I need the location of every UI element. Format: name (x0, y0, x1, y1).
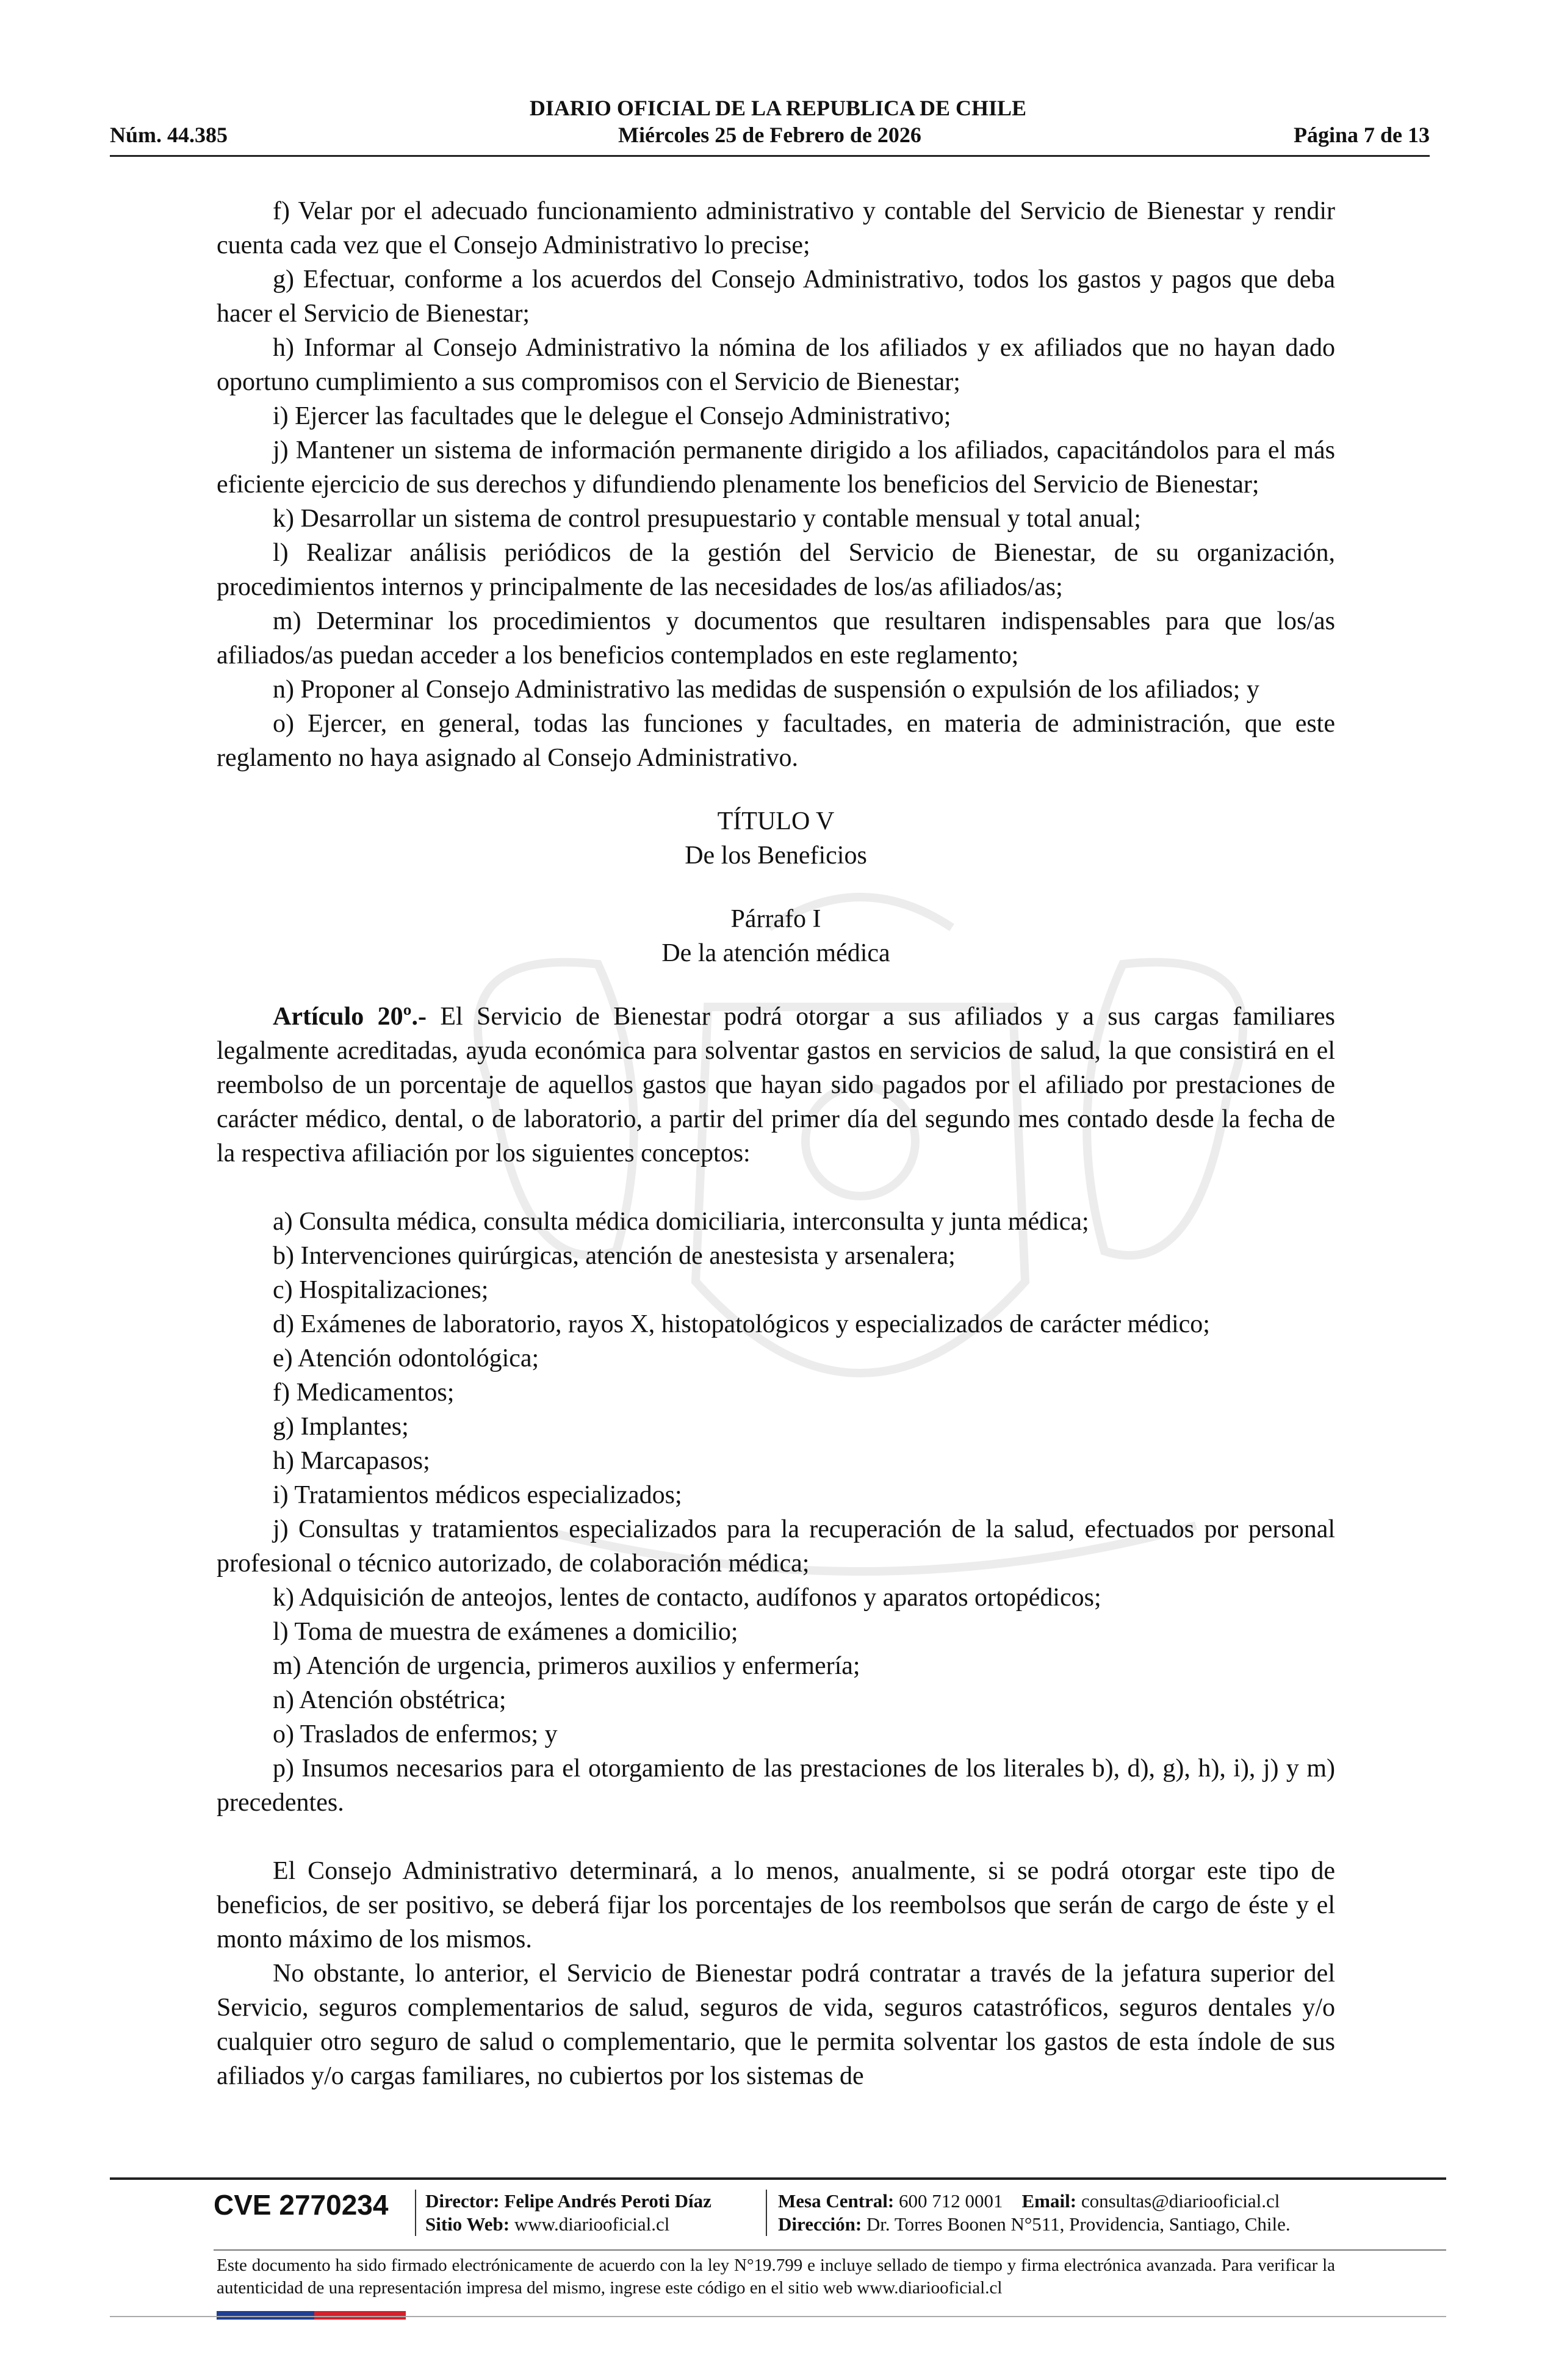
article-label: Artículo 20º.- (273, 1003, 427, 1031)
header-divider (110, 155, 1430, 157)
issue-date: Miércoles 25 de Febrero de 2026 (618, 123, 921, 147)
list-item: d) Exámenes de laboratorio, rayos X, histopatológicos y especializados de carácter médico; (273, 1310, 1210, 1338)
list-item: b) Intervenciones quirúrgicas, atención de anestesista y arsenalera; (273, 1242, 956, 1270)
list-item: i) Tratamientos médicos especializados; (273, 1481, 682, 1509)
issue-number: Núm. 44.385 (110, 123, 228, 147)
paragraph: l) Realizar análisis periódicos de la gestión del Servicio de Bienestar, de su organización, procedimientos internos y principalmente de las necesidades de los/as afiliados/as; (217, 539, 1335, 601)
footer-divider (214, 2249, 1446, 2251)
site-link[interactable]: www.diariooficial.cl (514, 2213, 670, 2235)
mesa-label: Mesa Central: (778, 2190, 895, 2212)
address: Dr. Torres Boonen N°511, Providencia, Santiago, Chile. (866, 2213, 1291, 2235)
list-item: a) Consulta médica, consulta médica domiciliaria, interconsulta y junta médica; (273, 1208, 1089, 1236)
header-row (110, 122, 1430, 150)
list-item: e) Atención odontológica; (273, 1344, 539, 1372)
paragraph: n) Proponer al Consejo Administrativo las medidas de suspensión o expulsión de los afiliados; y (273, 676, 1259, 704)
site-label: Sitio Web: (425, 2213, 510, 2235)
footer-bottom-rule (110, 2316, 1446, 2317)
article-paragraph (217, 1000, 1335, 1170)
gazette-title: DIARIO OFICIAL DE LA REPUBLICA DE CHILE (529, 96, 1027, 120)
section-label: Párrafo I (730, 905, 821, 933)
mesa-phone: 600 712 0001 (899, 2190, 1003, 2212)
director-label: Director: (425, 2190, 500, 2212)
article-text: El Servicio de Bienestar podrá otorgar a sus afiliados y a sus cargas familiares legalmente acreditadas, ayuda económica para solventar gastos en servicios de salud, la que consistirá en el reembolso de un porcentaje de aquellos gastos que hayan sido pagados por el afiliado por prestaciones de carácter médico, dental, o de laboratorio, a partir del primer día del segundo mes contado desde la fecha de la respectiva afiliación por los siguientes conceptos: (217, 1003, 1335, 1167)
email-link[interactable]: consultas@diariooficial.cl (1081, 2190, 1280, 2212)
page-indicator: Página 7 de 13 (1293, 123, 1430, 147)
list-item: k) Adquisición de anteojos, lentes de contacto, audífonos y aparatos ortopédicos; (273, 1584, 1101, 1612)
director-name: Felipe Andrés Peroti Díaz (504, 2190, 711, 2212)
paragraph: g) Efectuar, conforme a los acuerdos del Consejo Administrativo, todos los gastos y pagos que deba hacer el Servicio de Bienestar; (217, 265, 1335, 328)
signature-note: Este documento ha sido firmado electrónicamente de acuerdo con la ley N°19.799 e incluye sellado de tiempo y firma electrónica avanzada. Para verificar la autenticidad de una representación impresa del mismo, ingrese este código en el sitio web www.diariooficial.cl (217, 2256, 1335, 2298)
list-item: f) Medicamentos; (273, 1379, 455, 1407)
paragraph: k) Desarrollar un sistema de control presupuestario y contable mensual y total anual; (273, 505, 1141, 533)
list-item: l) Toma de muestra de exámenes a domicilio; (273, 1618, 738, 1646)
list-item: n) Atención obstétrica; (273, 1686, 506, 1714)
footer-contact-column (778, 2190, 1291, 2236)
paragraph: No obstante, lo anterior, el Servicio de Bienestar podrá contratar a través de la jefatura superior del Servicio, seguros complementarios de salud, seguros de vida, seguros catastróficos, seguros dentales y/o cualquier otro seguro de salud o complementario, que le permita solventar los gastos de esta índole de sus afiliados y/o cargas familiares, no cubiertos por los sistemas de (217, 1960, 1335, 2090)
cve-code: CVE 2770234 (214, 2189, 389, 2221)
footer-separator (766, 2190, 767, 2236)
paragraph: m) Determinar los procedimientos y documentos que resultaren indispensables para que los/as afiliados/as puedan acceder a los beneficios contemplados en este reglamento; (217, 607, 1335, 669)
footer-divider (110, 2177, 1446, 2180)
paragraph: i) Ejercer las facultades que le delegue el Consejo Administrativo; (273, 402, 951, 430)
list-item: o) Traslados de enfermos; y (273, 1720, 558, 1748)
footer-info (214, 2185, 1446, 2241)
paragraph: f) Velar por el adecuado funcionamiento administrativo y contable del Servicio de Bienestar y rendir cuenta cada vez que el Consejo Administrativo lo precise; (217, 197, 1335, 259)
flag-stripe-red (314, 2311, 406, 2320)
list-item: h) Marcapasos; (273, 1447, 430, 1475)
document-body (217, 194, 1335, 2093)
section-name: De la atención médica (661, 939, 890, 967)
list-item: g) Implantes; (273, 1413, 409, 1441)
list-item: c) Hospitalizaciones; (273, 1276, 489, 1304)
paragraph: j) Mantener un sistema de información permanente dirigido a los afiliados, capacitándolos para el más eficiente ejercicio de sus derechos y difundiendo plenamente los beneficios del Servicio de Bienestar; (217, 436, 1335, 499)
list-item: m) Atención de urgencia, primeros auxilios y enfermería; (273, 1652, 860, 1680)
list-item: j) Consultas y tratamientos especializados para la recuperación de la salud, efectuados por personal profesional o técnico autorizado, de colaboración médica; (217, 1515, 1335, 1578)
list-item: p) Insumos necesarios para el otorgamiento de las prestaciones de los literales b), d), g), h), i), j) y m) precedentes. (217, 1754, 1335, 1817)
paragraph: h) Informar al Consejo Administrativo la nómina de los afiliados y ex afiliados que no hayan dado oportuno cumplimiento a sus compromisos con el Servicio de Bienestar; (217, 334, 1335, 396)
paragraph: El Consejo Administrativo determinará, a lo menos, anualmente, si se podrá otorgar este tipo de beneficios, de ser positivo, se deberá fijar los porcentajes de los reembolsos que serán de cargo de éste y el monto máximo de los mismos. (217, 1857, 1335, 1953)
email-label: Email: (1021, 2190, 1077, 2212)
footer-director-column (425, 2190, 711, 2236)
title-name: De los Beneficios (685, 842, 867, 870)
address-label: Dirección: (778, 2213, 862, 2235)
title-label: TÍTULO V (717, 807, 835, 835)
footer-separator (415, 2190, 416, 2236)
paragraph: o) Ejercer, en general, todas las funciones y facultades, en materia de administración, que este reglamento no haya asignado al Consejo Administrativo. (217, 710, 1335, 772)
flag-stripe-blue (217, 2311, 314, 2320)
